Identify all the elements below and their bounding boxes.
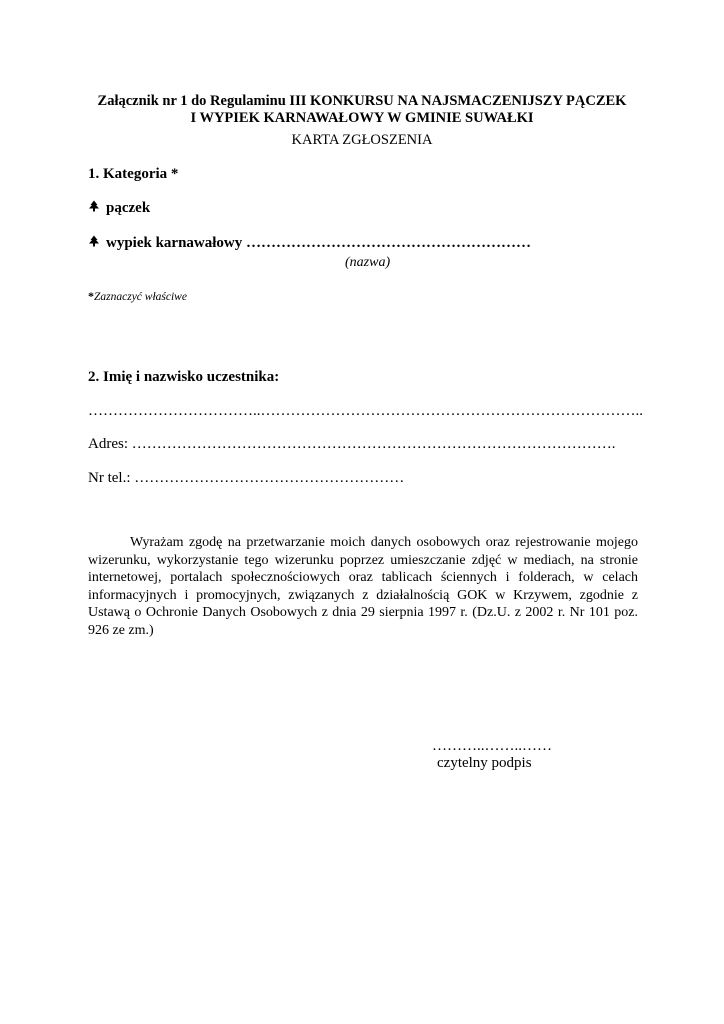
address-line[interactable]: ……………………………………………………………………………………. [131,436,616,452]
footnote-mark: * [88,289,94,303]
category-option-label: wypiek karnawałowy [106,235,243,251]
signature-label: czytelny podpis [437,755,532,771]
participant-heading: 2. Imię i nazwisko uczestnika: [88,369,280,385]
header-line-2: I WYPIEK KARNAWAŁOWY W GMINIE SUWAŁKI [190,110,534,126]
form-title: KARTA ZGŁOSZENIA [291,132,433,148]
header-line-1: Załącznik nr 1 do Regulaminu III KONKURSU NA NAJSMACZENIJSZY PĄCZEK [97,93,627,109]
wypiek-name-hint: (nazwa) [345,255,391,270]
address-label: Adres: [88,436,128,452]
footnote-text: Zaznaczyć właściwe [94,291,187,303]
phone-line[interactable]: ……………………………………………… [134,470,405,486]
tree-icon [88,200,102,216]
category-option-label: pączek [106,200,151,216]
category-option-paczek [88,200,150,217]
phone-label: Nr tel.: [88,470,131,486]
consent-paragraph [88,534,638,639]
signature-line[interactable]: ………..……..…… [432,738,552,754]
category-option-wypiek [88,235,531,252]
wypiek-name-line[interactable]: ………………………………………………… [246,235,532,251]
footnote [88,287,187,305]
address-row [88,436,616,453]
participant-name-line[interactable]: ……………………………..………………………………………………………………….. [88,403,643,419]
phone-row [88,470,404,487]
consent-text: Wyrażam zgodę na przetwarzanie moich danych osobowych oraz rejestrowanie mojego wizerunku, wykorzystanie tego wizerunku poprzez umieszczanie zdjęć w mediach, na stronie internetowej, portalach społecznościowych oraz tablicach ściennych i folderach, w celach informacyjnych i promocyjnych, związanych z działalnością GOK w Krzywem, zgodnie z Ustawą o Ochronie Danych Osobowych z dnia 29 sierpnia 1997 r. (Dz.U. z 2002 r. Nr 101 poz. 926 ze zm.) [88,535,638,638]
tree-icon [88,235,102,251]
category-heading: 1. Kategoria * [88,166,179,182]
